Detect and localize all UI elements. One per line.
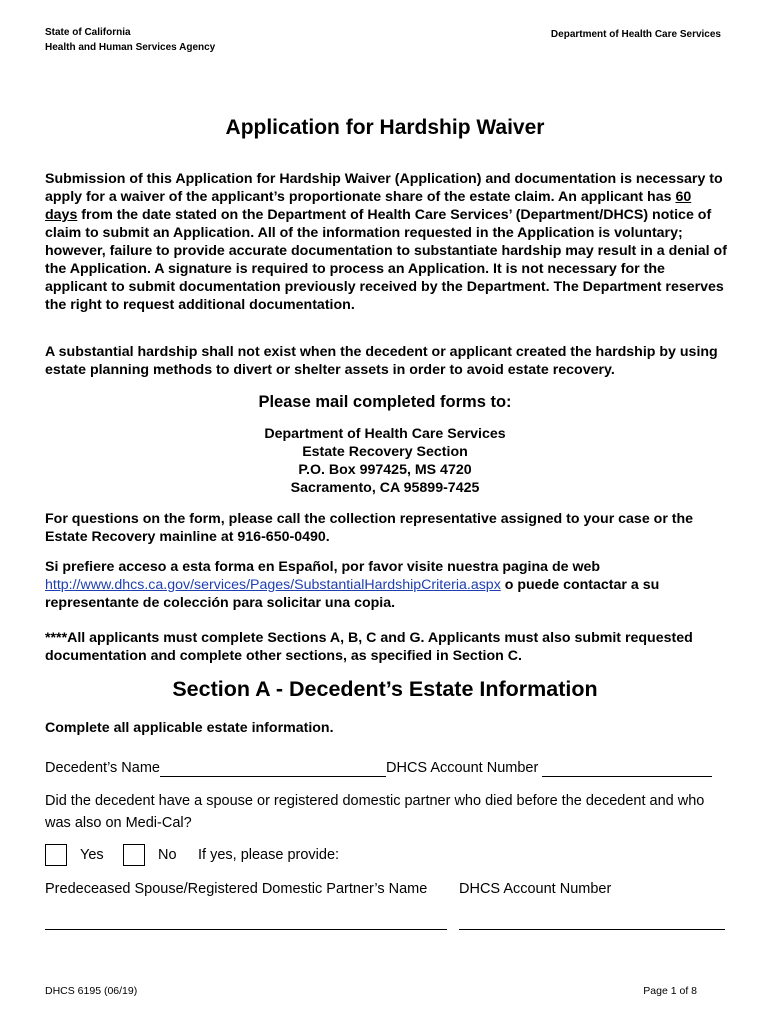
no-label: No <box>158 847 177 863</box>
intro-block <box>45 170 727 314</box>
spouse-account-field[interactable] <box>459 929 725 930</box>
decedent-row <box>45 760 727 777</box>
section-a-title: Section A - Decedent’s Estate Information <box>172 677 598 701</box>
spanish-line-2 <box>45 576 727 612</box>
intro-paragraph <box>45 170 727 314</box>
address-line: Estate Recovery Section <box>302 444 468 460</box>
spanish-text-b: o puede contactar a su representante de colección para solicitar una copia. <box>45 577 660 611</box>
decedent-name-label: Decedent’s Name <box>45 760 160 776</box>
account-number-field[interactable] <box>542 760 712 777</box>
spanish-text-a: Si prefiere acceso a esta forma en Español, por favor visite nuestra pagina de web <box>45 559 601 575</box>
decedent-name-field[interactable] <box>160 760 386 777</box>
intro-text-b: from the date stated on the Department of Health Care Services’ (Department/DHCS) notice of claim to submit an Application. All of the information requested in the Application is voluntary; however, failure to provide accurate documentation to substantiate hardship may result in a denial of the Application. A signature is required to process an Application. It is not necessary for the applicant to submit documentation previously received by the Department. The Department reserves the right to request additional documentation. <box>45 207 727 313</box>
address-line: Sacramento, CA 95899-7425 <box>290 480 480 496</box>
agency-name: Health and Human Services Agency <box>45 42 216 53</box>
mail-heading: Please mail completed forms to: <box>258 393 512 411</box>
section-a-instruction: Complete all applicable estate information. <box>45 720 334 736</box>
department-name: Department of Health Care Services <box>550 29 721 40</box>
address-line: P.O. Box 997425, MS 4720 <box>298 462 472 478</box>
page-title: Application for Hardship Waiver <box>225 116 545 139</box>
yes-checkbox[interactable] <box>45 844 67 866</box>
spanish-note <box>45 558 727 612</box>
yes-label: Yes <box>80 847 104 863</box>
days-limit: 60 days <box>45 189 692 223</box>
if-yes-label: If yes, please provide: <box>198 847 340 863</box>
page-number: Page 1 of 8 <box>643 985 697 997</box>
spouse-question: Did the decedent have a spouse or registered domestic partner who died before the decedent and who was also on Medi-Cal? <box>45 793 705 831</box>
hardship-note: A substantial hardship shall not exist when the decedent or applicant created the hardship by using estate planning methods to divert or shelter assets in order to avoid estate recovery. <box>45 344 718 378</box>
address-line: Department of Health Care Services <box>264 426 506 442</box>
form-id: DHCS 6195 (06/19) <box>45 985 138 997</box>
questions-note: For questions on the form, please call the collection representative assigned to your case or the Estate Recovery mainline at 916-650-0490. <box>45 511 694 545</box>
no-checkbox[interactable] <box>123 844 145 866</box>
account-number-label: DHCS Account Number <box>386 760 539 776</box>
intro-text-a: Submission of this Application for Hardship Waiver (Application) and documentation is necessary to apply for a waiver of the applicant’s proportionate share of the estate claim. An applicant has <box>45 171 723 205</box>
spouse-name-field[interactable] <box>45 929 447 930</box>
all-applicants-note: ****All applicants must complete Sections A, B, C and G. Applicants must also submit requested documentation and complete other sections, as specified in Section C. <box>45 630 693 664</box>
spouse-account-label: DHCS Account Number <box>459 881 612 897</box>
state-name: State of California <box>45 27 131 38</box>
spouse-name-label: Predeceased Spouse/Registered Domestic Partner’s Name <box>45 881 428 897</box>
mailing-address <box>0 425 770 497</box>
web-link[interactable]: http://www.dhcs.ca.gov/services/Pages/SubstantialHardshipCriteria.aspx <box>45 577 501 593</box>
